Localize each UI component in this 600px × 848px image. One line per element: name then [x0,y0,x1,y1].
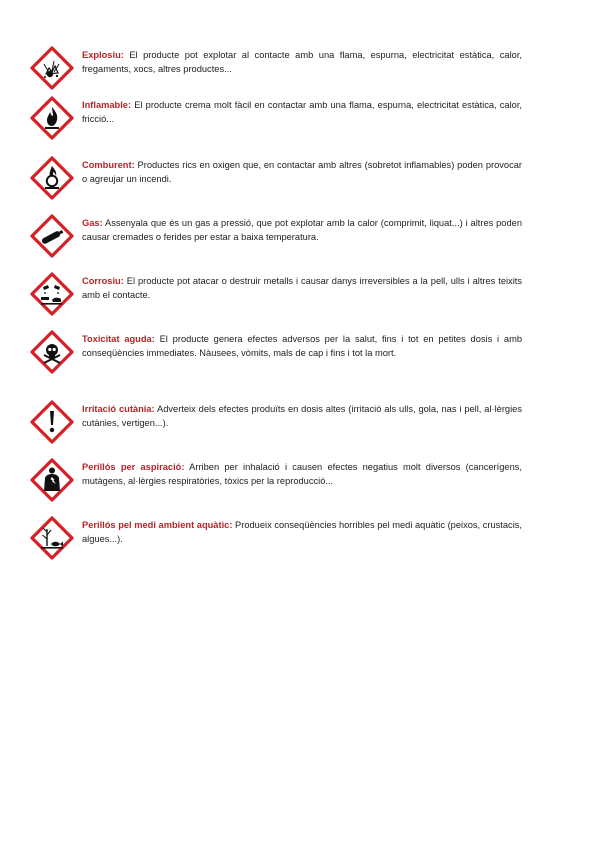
flammable-icon [30,96,74,140]
hazard-term: Inflamable: [82,100,132,110]
hazard-term: Comburent: [82,160,135,170]
hazard-description: Arriben per inhalació i causen efectes negatius molt diversos (cancerígens, mutàgens, al·lèrgies respiratòries, tòxics per la reproducció... [82,462,522,487]
hazard-term: Gas: [82,218,103,228]
hazard-term: Perillós per aspiració: [82,462,185,472]
gas-cylinder-icon [30,214,74,258]
environment-icon [30,516,74,560]
hazard-term: Perillós pel medi ambient aquàtic: [82,520,233,530]
skull-crossbones-icon [30,330,74,374]
hazard-term: Explosiu: [82,50,124,60]
oxidizing-icon [30,156,74,200]
hazard-text [82,98,522,127]
hazard-item-aspiration [30,458,522,506]
hazard-item-flammable [30,96,522,144]
health-hazard-icon [30,458,74,502]
hazard-term: Irritació cutània: [82,404,155,414]
hazard-text [82,216,522,245]
hazard-text [82,332,522,361]
hazard-item-acute-toxicity [30,330,522,378]
hazard-term: Corrosiu: [82,276,124,286]
hazard-term: Toxicitat aguda: [82,334,155,344]
hazard-description: El producte pot explotar al contacte amb una flama, espurna, electricitat estàtica, calor, fregaments, xocs, altres productes... [82,50,522,75]
hazard-description: El producte crema molt fàcil en contactar amb una flama, espurna, electricitat estàtica, calor, fricció... [82,100,522,125]
hazard-description: Produeix conseqüències horribles pel medi aquàtic (peixos, crustacis, algues...). [82,520,522,545]
exclamation-icon [30,400,74,444]
hazard-text [82,460,522,489]
hazard-item-explosive [30,46,522,94]
hazard-text [82,48,522,77]
hazard-text [82,402,522,431]
hazard-item-oxidizing [30,156,522,204]
hazard-description: El producte genera efectes adversos per la salut, fins i tot en petites dosis i amb conseqüències immediates. Nàusees, vòmits, mals de cap i fins i tot la mort. [82,334,522,359]
hazard-description: Adverteix dels efectes produïts en dosis altes (irritació als ulls, gola, nas i pell, al·lèrgies cutànies, vertigen...). [82,404,522,429]
hazard-text [82,158,522,187]
hazard-item-corrosive [30,272,522,320]
hazard-text [82,274,522,303]
hazard-description: El producte pot atacar o destruir metalls i causar danys irreversibles a la pell, ulls i altres teixits amb el contacte. [82,276,522,301]
hazard-item-skin-irritation [30,400,522,448]
hazard-text [82,518,522,547]
hazard-item-gas [30,214,522,262]
hazard-description: Assenyala que és un gas a pressió, que pot explotar amb la calor (comprimit, liquat...) i altres poden causar cremades o ferides per estar a baixa temperatura. [82,218,522,243]
hazard-description: Productes rics en oxigen que, en contactar amb altres (sobretot inflamables) poden provocar o agreujar un incendi. [82,160,522,185]
hazard-item-aquatic-environment [30,516,522,564]
explosive-icon [30,46,74,90]
corrosive-icon [30,272,74,316]
